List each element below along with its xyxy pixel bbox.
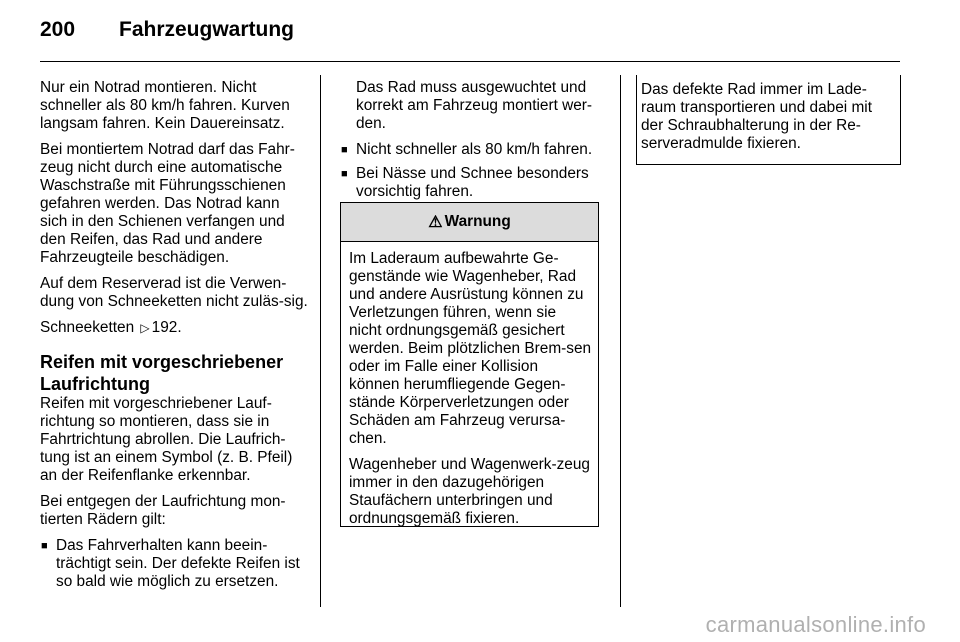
square-bullet-icon: ■: [341, 168, 348, 180]
warning-paragraph-2: Wagenheber und Wagenwerk-zeug immer in den dazugehörigen Staufächern unterbringen und ordnungsgemäß fixieren.: [349, 456, 590, 527]
warning-box: [340, 202, 599, 527]
warning-triangle-icon: ⚠: [428, 214, 443, 231]
watermark: carmanualsonline.info: [705, 612, 926, 637]
paragraph-waschstrasse: Bei montiertem Notrad darf das Fahr-zeug nicht durch eine automatische Waschstraße mit Führungsschienen gefahren werden. Das Notrad kann sich in den Schienen verfangen und den Reifen, das Rad und andere Fahrzeugteile beschädigen.: [40, 141, 295, 266]
column-divider-1: [320, 75, 321, 607]
paragraph-entgegen: Bei entgegen der Laufrichtung mon-tierten Rädern gilt:: [40, 493, 286, 528]
paragraph-laufrichtung: Reifen mit vorgeschriebener Lauf-richtung so montieren, dass sie in Fahrtrichtung abrollen. Die Laufrich-tung ist an einem Symbol (z. B. Pfeil) an der Reifenflanke erkennbar.: [40, 395, 293, 484]
note-text: Das defekte Rad immer im Lade-raum transportieren und dabei mit der Schraubhalterung in der Re-serveradmulde fixieren.: [641, 81, 872, 152]
column-2: [340, 79, 602, 207]
warning-title: Warnung: [444, 213, 511, 230]
bullet-text: Nicht schneller als 80 km/h fahren.: [356, 141, 593, 158]
column-1: [40, 79, 308, 597]
warning-paragraph-1: Im Laderaum aufbewahrte Ge-genstände wie Wagenheber, Rad und andere Ausrüstung können zu Verletzungen führen, wenn sie nicht ordnungsgemäß gesichert werden. Beim plötzlichen Brem-sen oder im Falle einer Kollision können herumfliegende Gegen-stände Körperverletzungen oder Schäden am Fahrzeug verursa-chen.: [349, 250, 592, 447]
paragraph-notrad: Nur ein Notrad montieren. Nicht schneller als 80 km/h fahren. Kurven langsam fahren. Kein Dauereinsatz.: [40, 79, 290, 132]
paragraph-schneeketten-ref: [40, 319, 308, 337]
bullet-text: Das Fahrverhalten kann beein-trächtigt sein. Der defekte Reifen ist so bald wie möglich zu ersetzen.: [56, 537, 300, 590]
warning-header: [341, 202, 598, 242]
square-bullet-icon: ■: [41, 540, 48, 552]
list-item: [40, 537, 308, 591]
page-number: 200: [40, 18, 76, 41]
page-reference-link[interactable]: 192.: [151, 319, 182, 336]
note-box: [636, 75, 901, 165]
section-heading: Reifen mit vorgeschriebener Laufrichtung: [40, 352, 284, 394]
arrow-right-icon: ▷: [140, 321, 150, 335]
bullet-text: Bei Nässe und Schnee besonders vorsichtig fahren.: [356, 165, 589, 200]
list-item: [340, 141, 602, 159]
list-item: [340, 165, 602, 201]
warning-body: [341, 242, 598, 528]
paragraph-rad-ausgewuchtet: Das Rad muss ausgewuchtet und korrekt am Fahrzeug montiert wer-den.: [356, 79, 593, 132]
page-title: Fahrzeugwartung: [119, 18, 295, 41]
square-bullet-icon: ■: [341, 144, 348, 156]
header-rule: [40, 61, 900, 62]
paragraph-schneeketten-reserverad: Auf dem Reserverad ist die Verwen-dung von Schneeketten nicht zuläs-sig.: [40, 275, 308, 310]
schneeketten-label: Schneeketten: [40, 319, 135, 336]
column-divider-2: [620, 75, 621, 607]
